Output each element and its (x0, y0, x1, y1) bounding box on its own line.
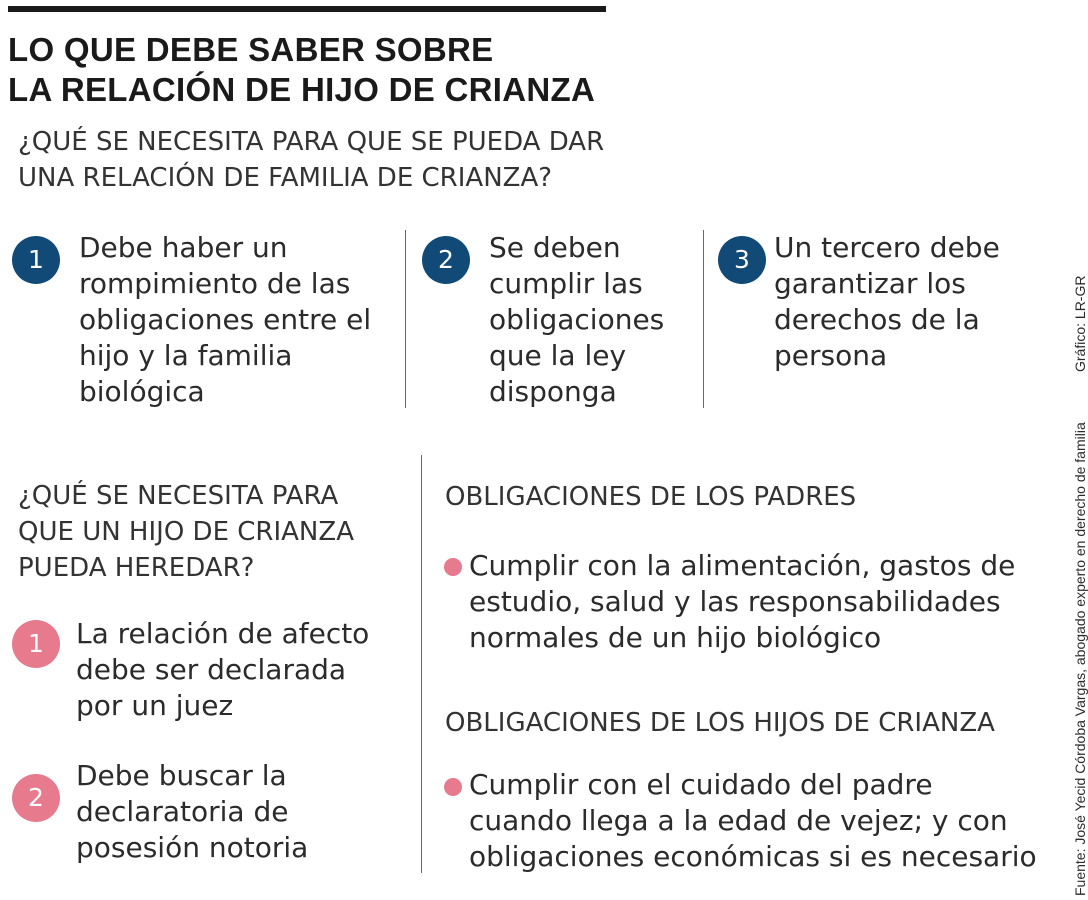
inherit-step-1-line: debe ser declarada (76, 653, 347, 686)
column-divider (703, 230, 704, 408)
inheritance-question (18, 478, 418, 586)
page-title-line-2: LA RELACIÓN DE HIJO DE CRIANZA (8, 71, 596, 108)
top-rule (8, 6, 606, 12)
bullet-dot (444, 558, 462, 576)
step-3-line: Un tercero debe (774, 231, 1000, 264)
inherit-step-2-line: Debe buscar la (76, 759, 287, 792)
inherit-step-2-badge: 2 (12, 774, 60, 822)
step-2-line: cumplir las (489, 267, 643, 300)
parents-obligations-line: estudio, salud y las responsabilidades (469, 585, 1001, 618)
step-3-line: persona (774, 339, 888, 372)
step-3-badge: 3 (718, 236, 766, 284)
question-line-1: ¿QUÉ SE NECESITA PARA (18, 481, 339, 511)
step-1-line: hijo y la familia (79, 339, 293, 372)
step-3-line: derechos de la (774, 303, 980, 336)
step-2-text (489, 230, 664, 410)
page-title (8, 30, 728, 110)
inherit-step-2-line: declaratoria de (76, 795, 289, 828)
step-1-text (79, 230, 371, 410)
step-1-line: biológica (79, 375, 205, 408)
step-2-line: que la ley (489, 339, 627, 372)
inherit-step-2-text (76, 758, 308, 866)
step-2-badge: 2 (422, 236, 470, 284)
children-obligations-title: OBLIGACIONES DE LOS HIJOS DE CRIANZA (445, 708, 995, 738)
children-obligations-line: cuando llega a la edad de vejez; y con (469, 804, 1008, 837)
step-2-line: obligaciones (489, 303, 665, 336)
parents-obligations-title: OBLIGACIONES DE LOS PADRES (445, 482, 857, 512)
step-1-line: obligaciones entre el (79, 303, 372, 336)
inherit-step-1-line: por un juez (76, 689, 234, 722)
parents-obligations-line: Cumplir con la alimentación, gastos de (469, 549, 1016, 582)
children-obligations-line: Cumplir con el cuidado del padre (469, 768, 933, 801)
step-2-line: Se deben (489, 231, 621, 264)
inherit-step-2-line: posesión notoria (76, 831, 309, 864)
graphic-credit: Gráfico: LR-GR (1072, 275, 1088, 372)
step-1-badge: 1 (12, 236, 60, 284)
step-2-line: disponga (489, 375, 617, 408)
parents-obligations-text (469, 548, 1015, 656)
page-title-line-1: LO QUE DEBE SABER SOBRE (8, 31, 494, 68)
section-divider (421, 455, 422, 873)
step-1-line: Debe haber un (79, 231, 288, 264)
question-line-1: ¿QUÉ SE NECESITA PARA QUE SE PUEDA DAR (18, 127, 605, 157)
parents-obligations-line: normales de un hijo biológico (469, 621, 882, 654)
step-3-text (774, 230, 1000, 374)
children-obligations-text (469, 767, 1037, 875)
family-requirements-question (18, 124, 738, 196)
bullet-dot (444, 778, 462, 796)
question-line-3: PUEDA HEREDAR? (18, 553, 255, 583)
inherit-step-1-line: La relación de afecto (76, 617, 370, 650)
inherit-step-1-badge: 1 (12, 620, 60, 668)
question-line-2: UNA RELACIÓN DE FAMILIA DE CRIANZA? (18, 163, 553, 193)
source-credit: Fuente: José Yecid Córdoba Vargas, abogado experto en derecho de familia (1072, 422, 1088, 896)
step-3-line: garantizar los (774, 267, 966, 300)
column-divider (405, 230, 406, 408)
question-line-2: QUE UN HIJO DE CRIANZA (18, 517, 354, 547)
inherit-step-1-text (76, 616, 369, 724)
children-obligations-line: obligaciones económicas si es necesario (469, 840, 1037, 873)
step-1-line: rompimiento de las (79, 267, 351, 300)
